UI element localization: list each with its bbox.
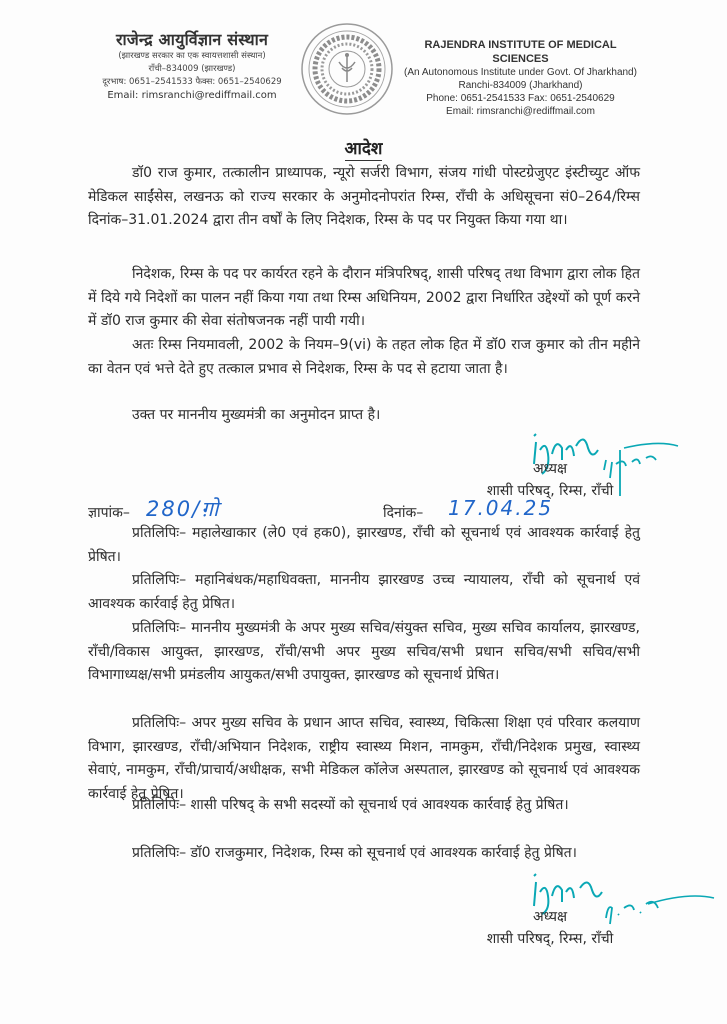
reference-date-label: दिनांक– (383, 505, 424, 521)
reference-number-label: ज्ञापांक– (88, 505, 130, 521)
letterhead-english (398, 38, 643, 118)
copy-item-2: प्रतिलिपिः– महानिबंधक/महाधिवक्ता, माननीय झारखण्ड उच्च न्यायालय, राँची को सूचनार्थ एवं आवश्यक कार्रवाई हेतु प्रेषित। (88, 572, 640, 612)
reference-number-handwritten: 280/ग़ो (146, 497, 221, 521)
reference-line (88, 497, 648, 525)
signatory-body-1: शासी परिषद्, रिम्स, राँची (486, 483, 614, 499)
institute-address-hindi: राँची–834009 (झारखण्ड) (148, 64, 236, 74)
copy-item-6: प्रतिलिपिः– डॉ0 राजकुमार, निदेशक, रिम्स को सूचनार्थ एवं आवश्यक कार्रवाई हेतु प्रेषित। (132, 845, 577, 861)
order-paragraph-4: उक्त पर माननीय मुख्यमंत्री का अनुमोदन प्राप्त है। (132, 407, 381, 423)
order-paragraph-2: निदेशक, रिम्स के पद पर कार्यरत रहने के दौरान मंत्रिपरिषद्, शासी परिषद् तथा विभाग द्वारा लोक हित में दिये गये निदेशों का पालन नहीं किया गया तथा रिम्स अधिनियम, 2002 द्वारा निर्धारित उद्देश्यों को पूर्ण करने में डॉ0 राज कुमार की सेवा संतोषजनक नहीं पायी गयी। (88, 266, 640, 329)
copy-item-4: प्रतिलिपिः– अपर मुख्य सचिव के प्रधान आप्त सचिव, स्वास्थ्य, चिकित्सा शिक्षा एवं परिवार कलयाण विभाग, झारखण्ड, राँची/अभियान निदेशक, राष्ट्रीय स्वास्थ्य मिशन, नामकुम, राँची/निदेशक प्रमुख, स्वास्थ्य सेवाएं, नामकुम, राँची/प्राचार्य/अधीक्षक, सभी मेडिकल कॉलेज अस्पताल, झारखण्ड को सूचनार्थ एवं आवश्यक कार्रवाई हेतु प्रेषित। (88, 715, 640, 802)
institute-phone-english: Phone: 0651-2541533 Fax: 0651-2540629 (426, 93, 615, 104)
order-paragraph-3: अतः रिम्स नियमावली, 2002 के नियम–9(vi) के तहत लोक हित में डॉ0 राज कुमार को तीन महीने का वेतन एवं भत्ते देते हुए तत्काल प्रभाव से निदेशक, रिम्स के पद से हटाया जाता है। (88, 337, 640, 377)
signatory-designation-1: अध्यक्ष (532, 461, 568, 477)
institute-email-hindi: Email: rimsranchi@rediffmail.com (107, 90, 277, 101)
institute-subtitle-english: (An Autonomous Institute under Govt. Of Jharkhand) (404, 67, 637, 78)
order-paragraph-1: डॉ0 राज कुमार, तत्कालीन प्राध्यापक, न्यूरो सर्जरी विभाग, संजय गांधी पोस्टग्रेजुएट इंस्टीच्युट ऑफ मेडिकल साईंसेस, लखनऊ को राज्य सरकार के अनुमोदनोपरांत रिम्स, राँची के अधिसूचना सं0–264/रिम्स दिनांक–31.01.2024 द्वारा तीन वर्षों के लिए निदेशक, रिम्स के पद पर नियुक्त किया गया था। (88, 165, 640, 228)
copy-item-1: प्रतिलिपिः– महालेखाकार (ले0 एवं हक0), झारखण्ड, राँची को सूचनार्थ एवं आवश्यक कार्रवाई हेतु प्रेषित। (88, 525, 640, 565)
institute-seal-icon (300, 22, 394, 116)
institute-address-english: Ranchi-834009 (Jharkhand) (458, 80, 583, 91)
institute-email-english: Email: rimsranchi@rediffmail.com (446, 106, 595, 117)
signatory-designation-2: अध्यक्ष (532, 909, 568, 925)
order-title: आदेश (344, 139, 383, 159)
signature-block-2 (470, 906, 630, 950)
reference-date-handwritten: 17.04.25 (448, 496, 554, 520)
institute-name-hindi: राजेन्द्र आयुर्विज्ञान संस्थान (115, 30, 269, 49)
institute-name-english: RAJENDRA INSTITUTE OF MEDICAL SCIENCES (424, 39, 617, 65)
copy-item-3: प्रतिलिपिः– माननीय मुख्यमंत्री के अपर मुख्य सचिव/संयुक्त सचिव, मुख्य सचिव कार्यालय, झारखण्ड, राँची/विकास आयुक्त, झारखण्ड, राँची/सभी अपर मुख्य सचिव/सभी प्रधान सचिव/सभी सचिव/सभी विभागाध्यक्ष/सभी प्रमंडलीय आयुकत/सभी उपायुक्त, झारखण्ड को सूचनार्थ प्रेषित। (88, 620, 640, 683)
copy-item-5: प्रतिलिपिः– शासी परिषद् के सभी सदस्यों को सूचनार्थ एवं आवश्यक कार्रवाई हेतु प्रेषित। (132, 797, 569, 813)
institute-phone-hindi: दूरभाष: 0651–2541533 फैक्स: 0651–2540629 (102, 77, 282, 87)
institute-subtitle-hindi: (झारखण्ड सरकार का एक स्वायत्तशासी संस्थान) (118, 51, 266, 61)
signatory-body-2: शासी परिषद्, रिम्स, राँची (486, 931, 614, 947)
letterhead-hindi (82, 30, 302, 103)
